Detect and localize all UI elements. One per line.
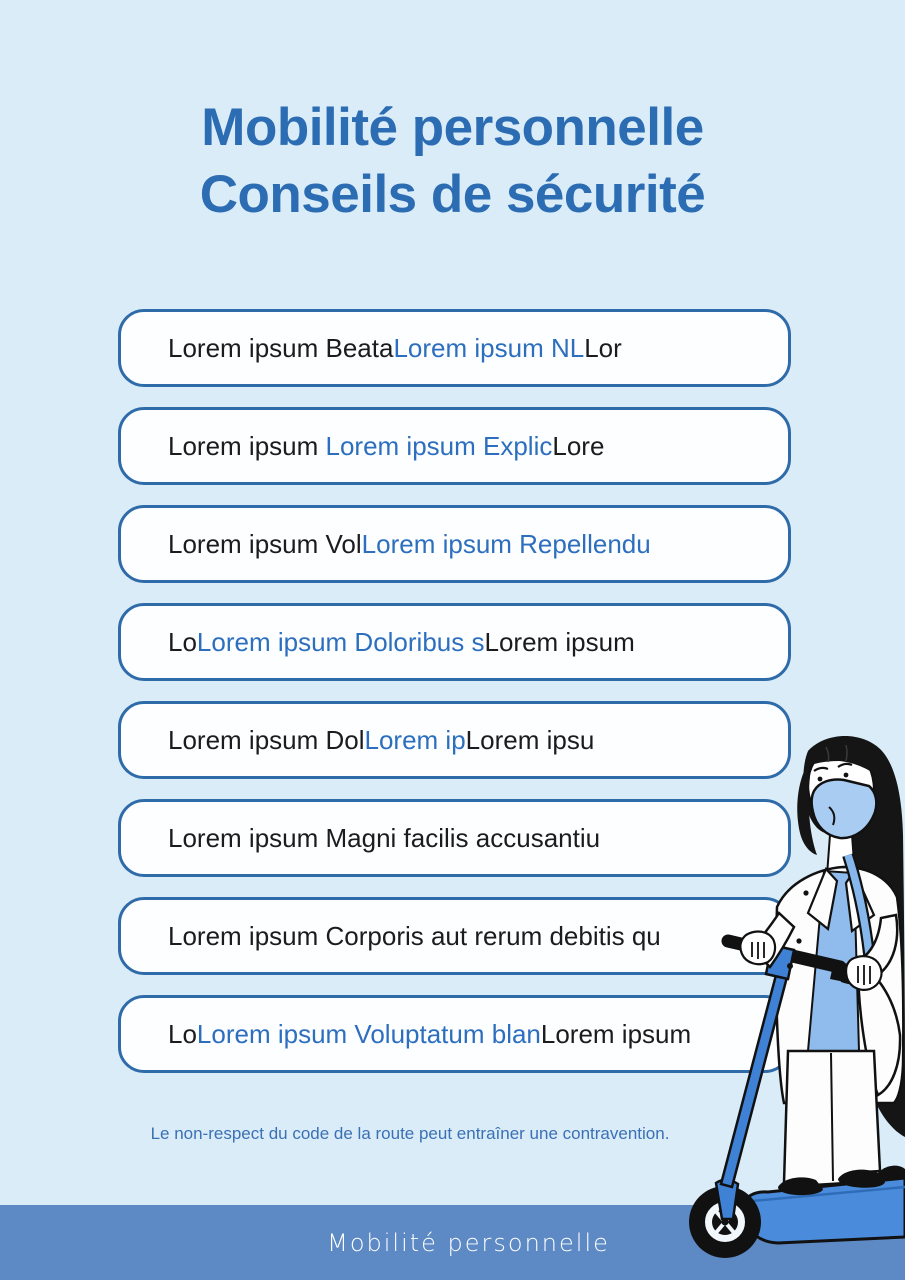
tip-text-segment: Lorem ipsum	[484, 626, 635, 657]
title-line1: Mobilité personnelle	[201, 98, 704, 157]
scooter-stem	[721, 975, 787, 1187]
tip-card	[118, 407, 791, 485]
tip-text-segment: Lo	[168, 1018, 197, 1049]
tip-text	[168, 823, 600, 854]
tip-text-segment: Lorem ipsum Magni facilis accusantiu	[168, 822, 601, 853]
tip-text	[168, 627, 635, 658]
tip-text-segment: Lorem ipsum Doloribus s	[196, 626, 485, 657]
tip-text	[168, 725, 594, 756]
scooter-deck	[742, 1178, 905, 1243]
tip-text	[168, 431, 604, 462]
tip-text-segment: Lorem ipsum Voluptatum blan	[196, 1018, 541, 1049]
tip-text-segment: Lorem ipsum	[168, 430, 326, 461]
tip-text-segment: Lorem ipsum	[540, 1018, 692, 1049]
tip-text	[168, 1019, 691, 1050]
tip-text-segment: Lorem ipsum Repellendu	[361, 528, 651, 559]
tip-card	[118, 603, 791, 681]
legal-note: Le non-respect du code de la route peut entraîner une contravention.	[150, 1124, 670, 1143]
footer-label: Mobilité personnelle	[327, 1228, 610, 1257]
tip-text-segment: Lo	[168, 626, 197, 657]
tip-text-segment: Lorem ipsum Vol	[168, 528, 362, 559]
tip-text	[168, 921, 661, 952]
page-title	[0, 94, 905, 228]
tip-text-segment: Lor	[584, 332, 622, 363]
tip-text-segment: Lorem ipsum Beata	[168, 332, 394, 363]
tip-text-segment: Lorem ipsu	[465, 724, 595, 755]
tip-text-segment: Lorem ipsum Dol	[168, 724, 365, 755]
tip-text-segment: Lorem ip	[364, 724, 466, 755]
tip-text-segment: Lore	[552, 430, 605, 461]
tip-text	[168, 333, 622, 364]
title-line2: Conseils de sécurité	[199, 165, 706, 224]
tip-text-segment: Lorem ipsum Explic	[325, 430, 553, 461]
tip-text-segment: Lorem ipsum NL	[393, 332, 585, 363]
woman-on-scooter-illustration	[680, 735, 905, 1280]
tip-text	[168, 529, 651, 560]
tip-card	[118, 309, 791, 387]
tip-text-segment: Lorem ipsum Corporis aut rerum debitis qu	[168, 920, 661, 951]
tip-card	[118, 505, 791, 583]
